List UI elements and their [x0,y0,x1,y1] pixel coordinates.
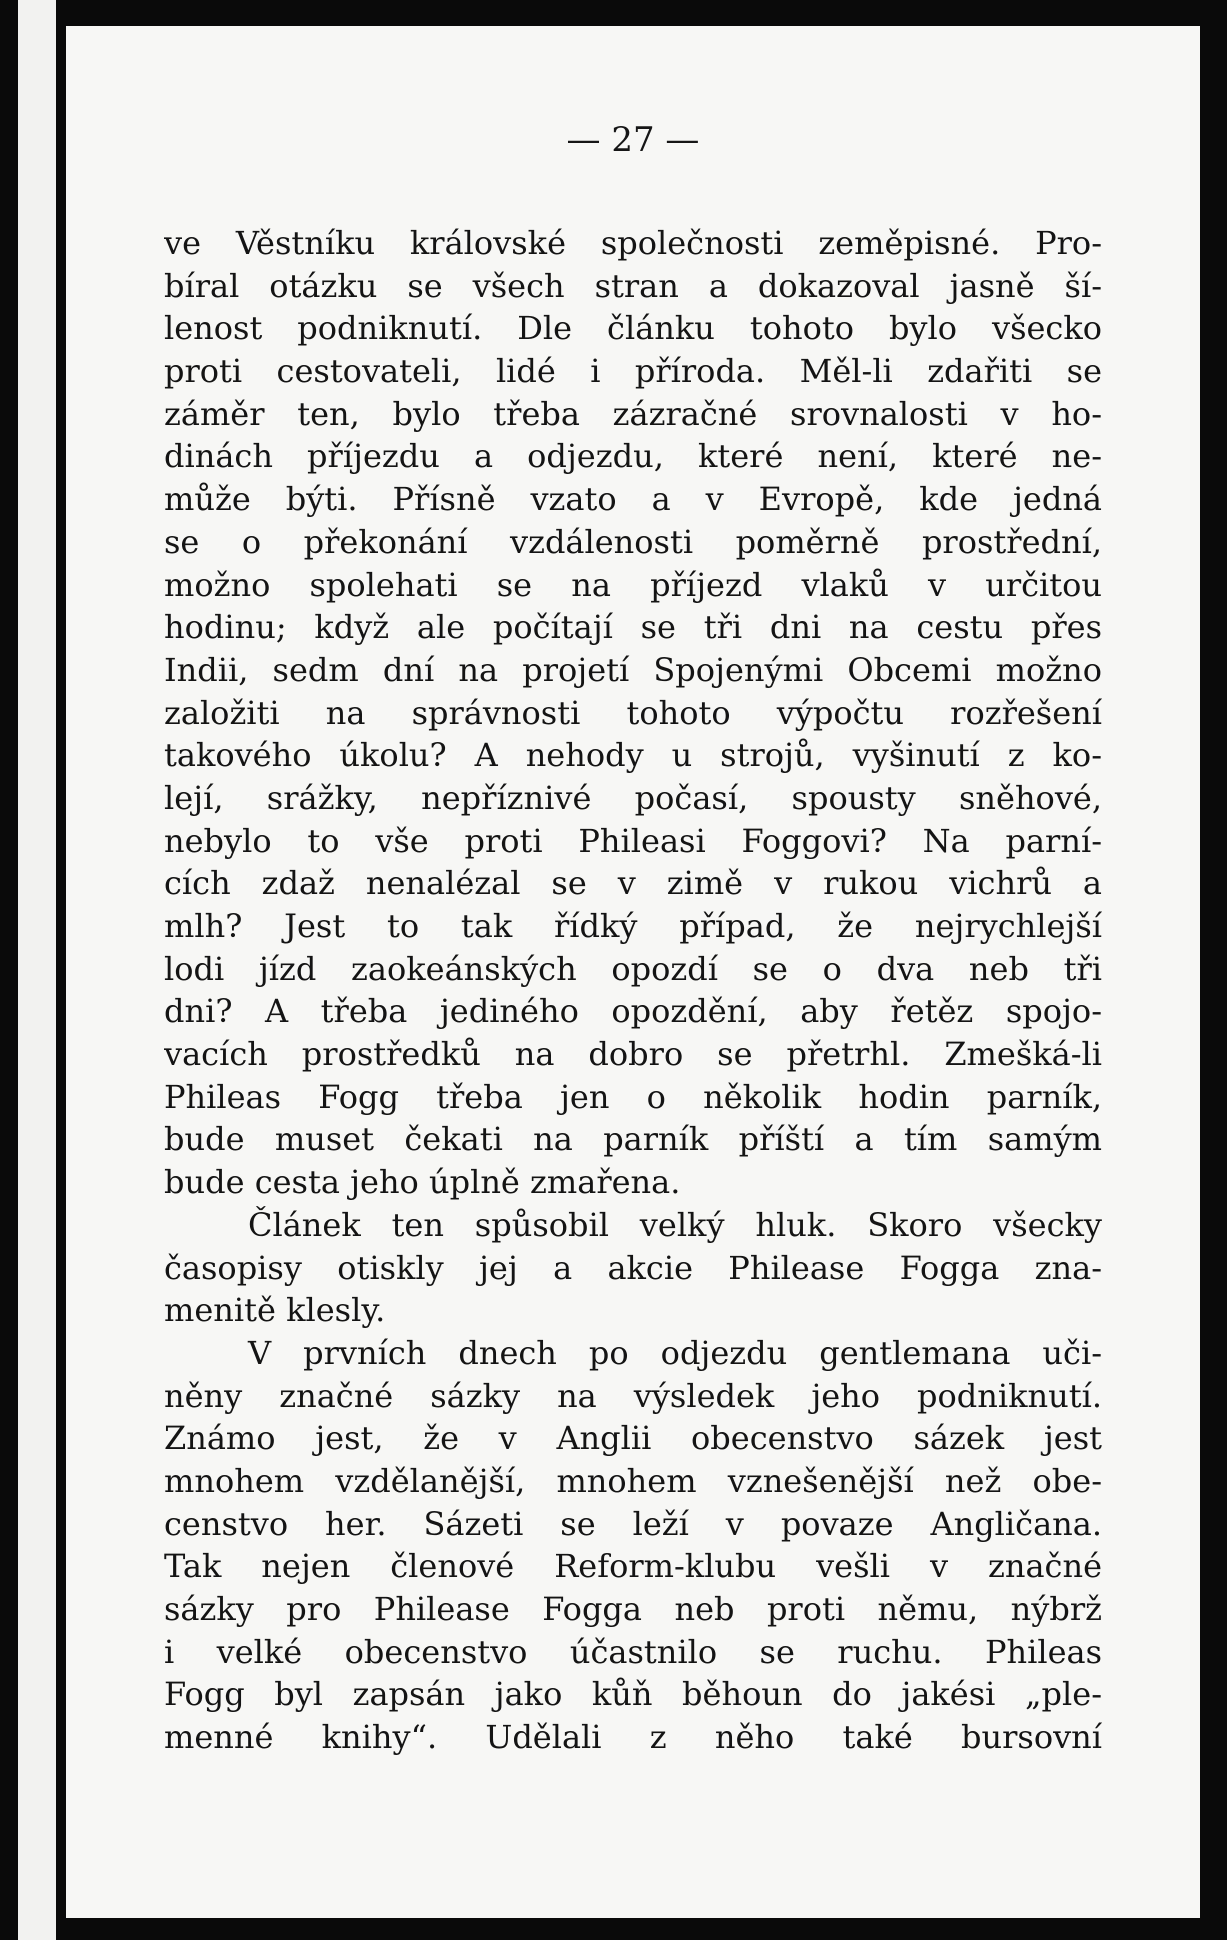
text-line: proti cestovateli, lidé i příroda. Měl-li zdařiti se [164,352,1102,391]
text-line: Známo jest, že v Anglii obecenstvo sázek jest [164,1419,1102,1458]
text-line: menitě klesly. [164,1291,386,1330]
text-line: lejí, srážky, nepříznivé počasí, spousty sněhové, [164,778,1102,817]
text-line: se o překonání vzdálenosti poměrně prostřední, [164,522,1102,561]
text-line: může býti. Přísně vzato a v Evropě, kde jedná [164,480,1102,519]
text-line: sázky pro Philease Fogga neb proti němu, nýbrž [164,1590,1102,1628]
text-line: takového úkolu? A nehody u strojů, vyšinutí z ko- [164,736,1102,775]
text-line: hodinu; když ale počítají se tři dni na cestu přes [164,608,1102,647]
text-line: censtvo her. Sázeti se leží v povaze Angličana. [164,1504,1102,1543]
text-line: bude muset čekati na parník příští a tím samým [164,1120,1102,1159]
text-line: mnohem vzdělanější, mnohem vznešenější než obe- [164,1461,1102,1500]
body-text [164,222,1102,1759]
text-line: Článek ten spůsobil velký hluk. Skoro všecky [248,1205,1102,1244]
text-line: vacích prostředků na dobro se přetrhl. Zmešká-li [164,1035,1102,1074]
text-line: lenost podniknutí. Dle článku tohoto bylo všecko [164,309,1102,348]
text-line: Phileas Fogg třeba jen o několik hodin parník, [164,1077,1102,1116]
text-line: nebylo to vše proti Phileasi Foggovi? Na parní- [164,821,1102,860]
text-line: časopisy otiskly jej a akcie Philease Fogga zna- [164,1248,1102,1287]
text-line: založiti na správnosti tohoto výpočtu rozřešení [164,693,1102,732]
text-line: mlh? Jest to tak řídký případ, že nejrychlejší [164,907,1102,945]
text-line: V prvních dnech po odjezdu gentlemana uči- [248,1333,1102,1372]
text-line: ve Věstníku královské společnosti zeměpisné. Pro- [164,224,1102,262]
text-line: bíral otázku se všech stran a dokazoval jasně ší- [164,266,1102,305]
text-line: Indii, sedm dní na projetí Spojenými Obcemi možno [164,650,1102,689]
text-line: něny značné sázky na výsledek jeho podniknutí. [164,1376,1102,1415]
page-number: — 27 — [566,120,700,160]
text-line: možno spolehati se na příjezd vlaků v určitou [164,565,1102,604]
text-line: dni? A třeba jediného opozdění, aby řetěz spojo- [164,992,1102,1031]
text-line: lodi jízd zaokeánských opozdí se o dva neb tři [164,949,1102,988]
text-line: záměr ten, bylo třeba zázračné srovnalosti v ho- [164,394,1102,433]
text-line: dinách příjezdu a odjezdu, které není, které ne- [164,437,1102,476]
book-page [66,26,1200,1918]
text-line: bude cesta jeho úplně zmařena. [164,1163,681,1202]
facing-page-edge [18,0,56,1940]
text-line: menné knihy“. Udělali z něho také bursovní [164,1718,1102,1757]
text-line: cích zdaž nenalézal se v zimě v rukou vichrů a [164,864,1102,903]
text-line: Fogg byl zapsán jako kůň běhoun do jakési „ple- [164,1675,1102,1714]
text-line: Tak nejen členové Reform-klubu vešli v značné [164,1547,1102,1586]
text-line: i velké obecenstvo účastnilo se ruchu. Phileas [164,1632,1102,1671]
